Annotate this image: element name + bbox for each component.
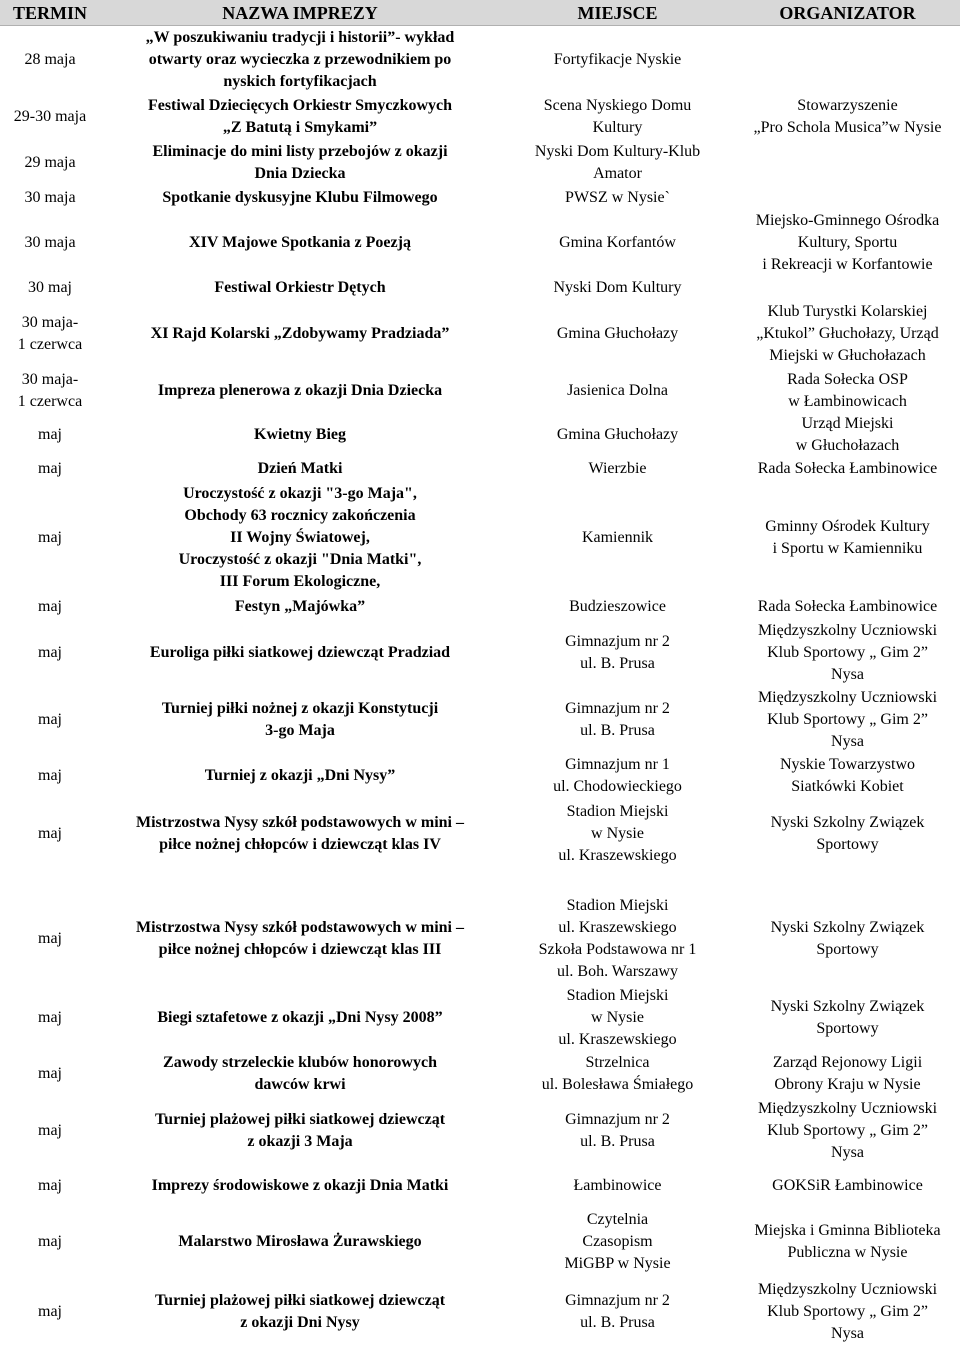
cell-name: Turniej plażowej piłki siatkowej dziewcząt z okazji Dni Nysy (154, 1291, 446, 1331)
cell-place: Gimnazjum nr 2 ul. B. Prusa (565, 632, 670, 672)
cell-term: 30 maja (24, 233, 76, 251)
cell-organizer: Międzyszkolny Uczniowski Klub Sportowy „ Gim 2” Nysa (757, 1280, 938, 1342)
cell-term: 30 maja- 1 czerwca (17, 370, 83, 410)
cell-organizer (735, 140, 960, 186)
cell-place: Jasienica Dolna (567, 381, 668, 399)
cell-term: maj (38, 1008, 62, 1026)
cell-term: maj (38, 643, 62, 661)
cell-place: Wierzbie (588, 459, 647, 477)
cell-organizer: Gminny Ośrodek Kultury i Sportu w Kamienniku (765, 517, 930, 557)
table-header (0, 0, 960, 26)
cell-place: PWSZ w Nysie` (565, 188, 670, 206)
cell-name: Festiwal Orkiestr Dętych (214, 278, 386, 296)
table-row (0, 276, 960, 300)
cell-name: Euroliga piłki siatkowej dziewcząt Pradziad (149, 643, 451, 661)
table-row (0, 619, 960, 687)
cell-term: 29 maja (24, 153, 76, 171)
cell-organizer (735, 186, 960, 210)
cell-place: Nyski Dom Kultury-Klub Amator (534, 142, 701, 182)
cell-name: XIV Majowe Spotkania z Poezją (189, 233, 411, 251)
table-row (0, 26, 960, 95)
cell-place: Gimnazjum nr 2 ul. B. Prusa (565, 1110, 670, 1150)
cell-place: Czytelnia Czasopism MiGBP w Nysie (564, 1210, 671, 1272)
cell-name: Mistrzostwa Nysy szkół podstawowych w mini – piłce nożnej chłopców i dziewcząt klas III (136, 919, 464, 958)
spacer-cell (0, 869, 960, 895)
cell-name: Imprezy środowiskowe z okazji Dnia Matki (151, 1176, 449, 1194)
cell-term: 29-30 maja (13, 108, 87, 125)
cell-organizer: Międzyszkolny Uczniowski Klub Sportowy „ Gim 2” Nysa (757, 621, 938, 683)
cell-place: Stadion Miejski w Nysie ul. Kraszewskiego (558, 986, 677, 1048)
cell-term: 30 maja (24, 188, 76, 206)
table-row (0, 457, 960, 481)
cell-place: Stadion Miejski ul. Kraszewskiego Szkoła Podstawowa nr 1 ul. Boh. Warszawy (538, 897, 697, 980)
cell-place: Fortyfikacje Nyskie (553, 51, 682, 69)
cell-term: maj (38, 766, 62, 784)
table-row (0, 210, 960, 276)
cell-organizer: Miejska i Gminna Biblioteka Publiczna w Nysie (754, 1221, 941, 1261)
cell-place: Gimnazjum nr 2 ul. B. Prusa (565, 699, 670, 739)
table-row (0, 687, 960, 753)
cell-term: maj (38, 1232, 62, 1250)
cell-term: 30 maja- 1 czerwca (17, 314, 83, 353)
cell-term: maj (38, 930, 62, 947)
table-row (0, 300, 960, 369)
cell-term: maj (38, 1065, 62, 1082)
header-term: TERMIN (0, 0, 100, 26)
cell-organizer: Rada Sołecka Łambinowice (757, 597, 938, 615)
table-row (0, 413, 960, 457)
cell-place: Nyski Dom Kultury (553, 278, 682, 296)
cell-organizer: Zarząd Rejonowy Ligii Obrony Kraju w Nysie (772, 1054, 923, 1093)
table-row (0, 753, 960, 799)
cell-organizer: Rada Sołecka Łambinowice (757, 459, 938, 477)
table-row (0, 186, 960, 210)
table-row (0, 95, 960, 140)
cell-name: Impreza plenerowa z okazji Dnia Dziecka (157, 381, 443, 399)
table-row (0, 984, 960, 1052)
cell-organizer: Międzyszkolny Uczniowski Klub Sportowy „ Gim 2” Nysa (757, 688, 938, 750)
cell-place: Gmina Głuchołazy (556, 425, 679, 443)
cell-place: Łambinowice (573, 1176, 662, 1194)
cell-organizer: GOKSiR Łambinowice (772, 1176, 923, 1194)
cell-place: Budzieszowice (569, 597, 666, 615)
cell-organizer: Urząd Miejski w Głuchołazach (795, 414, 900, 454)
cell-name: Biegi sztafetowe z okazji „Dni Nysy 2008” (157, 1008, 443, 1026)
cell-name: Zawody strzeleckie klubów honorowych dawców krwi (163, 1054, 437, 1093)
cell-place: Strzelnica ul. Bolesława Śmiałego (541, 1054, 694, 1093)
cell-place: Scena Nyskiego Domu Kultury (543, 97, 692, 136)
cell-organizer: Stowarzyszenie „Pro Schola Musica”w Nysie (753, 97, 942, 136)
cell-name: Eliminacje do mini listy przebojów z okazji Dnia Dziecka (152, 142, 448, 182)
table-row (0, 369, 960, 413)
cell-term: maj (38, 459, 62, 477)
cell-term: maj (38, 528, 62, 546)
cell-name: Turniej plażowej piłki siatkowej dziewcząt z okazji 3 Maja (154, 1110, 446, 1150)
spacer-row (0, 869, 960, 895)
cell-place: Gmina Korfantów (559, 233, 676, 251)
cell-organizer: Miejsko-Gminnego Ośrodka Kultury, Sportu i Rekreacji w Korfantowie (755, 211, 940, 273)
cell-organizer: Nyskie Towarzystwo Siatkówki Kobiet (779, 755, 915, 795)
cell-name: „W poszukiwaniu tradycji i historii”- wykład otwarty oraz wycieczka z przewodnikiem po nyskich fortyfikacjach (145, 29, 455, 91)
cell-organizer: Nyski Szkolny Związek Sportowy (770, 813, 925, 853)
header-row (0, 0, 960, 26)
cell-organizer: Nyski Szkolny Związek Sportowy (770, 997, 925, 1037)
cell-name: XI Rajd Kolarski „Zdobywamy Pradziada” (150, 325, 450, 342)
cell-organizer: Rada Sołecka OSP w Łambinowicach (787, 370, 908, 410)
cell-term: maj (38, 597, 62, 615)
header-name: NAZWA IMPREZY (100, 0, 500, 26)
cell-place: Gimnazjum nr 1 ul. Chodowieckiego (553, 755, 682, 795)
table-row (0, 895, 960, 984)
cell-term: 28 maja (24, 51, 76, 69)
cell-name: Kwietny Bieg (254, 425, 346, 443)
cell-organizer: Międzyszkolny Uczniowski Klub Sportowy „ Gim 2” Nysa (757, 1099, 938, 1161)
cell-term: maj (38, 425, 62, 443)
cell-place: Kamiennik (581, 528, 654, 546)
cell-name: Festiwal Dziecięcych Orkiestr Smyczkowych „Z Batutą i Smykami” (147, 97, 453, 136)
cell-name: Spotkanie dyskusyjne Klubu Filmowego (162, 188, 438, 206)
cell-term: maj (38, 710, 62, 728)
table-row (0, 1052, 960, 1097)
table-body (0, 26, 960, 1347)
table-row (0, 1277, 960, 1347)
table-row (0, 595, 960, 619)
header-organizer: ORGANIZATOR (735, 0, 960, 26)
cell-place: Gimnazjum nr 2 ul. B. Prusa (565, 1291, 670, 1331)
header-place: MIEJSCE (500, 0, 735, 26)
table-row (0, 799, 960, 869)
cell-term: maj (38, 1176, 62, 1194)
cell-term: maj (38, 1302, 62, 1320)
cell-place: Gmina Głuchołazy (556, 325, 679, 342)
cell-place: Stadion Miejski w Nysie ul. Kraszewskiego (558, 802, 677, 864)
cell-name: Turniej z okazji „Dni Nysy” (204, 766, 396, 784)
cell-name: Dzień Matki (257, 459, 343, 477)
cell-organizer: Klub Turystki Kolarskiej „Ktukol” Głuchołazy, Urząd Miejski w Głuchołazach (756, 303, 939, 364)
cell-term: maj (38, 824, 62, 842)
table-row (0, 1165, 960, 1207)
table-row (0, 481, 960, 595)
cell-term: maj (38, 1121, 62, 1139)
cell-name: Festyn „Majówka” (234, 597, 366, 615)
cell-organizer (735, 276, 960, 300)
cell-name: Malarstwo Mirosława Żurawskiego (178, 1232, 422, 1250)
table-row (0, 1207, 960, 1277)
table-row (0, 1097, 960, 1165)
cell-name: Uroczystość z okazji "3-go Maja", Obchody 63 rocznicy zakończenia II Wojny Światowej, Uroczystość z okazji "Dnia Matki", III Forum Ekologiczne, (178, 484, 422, 590)
cell-name: Turniej piłki nożnej z okazji Konstytucji 3-go Maja (161, 699, 439, 739)
cell-organizer: Nyski Szkolny Związek Sportowy (770, 919, 925, 958)
table-row (0, 140, 960, 186)
cell-organizer (735, 26, 960, 95)
cell-name: Mistrzostwa Nysy szkół podstawowych w mini – piłce nożnej chłopców i dziewcząt klas IV (136, 813, 464, 853)
cell-term: 30 maj (28, 278, 72, 296)
